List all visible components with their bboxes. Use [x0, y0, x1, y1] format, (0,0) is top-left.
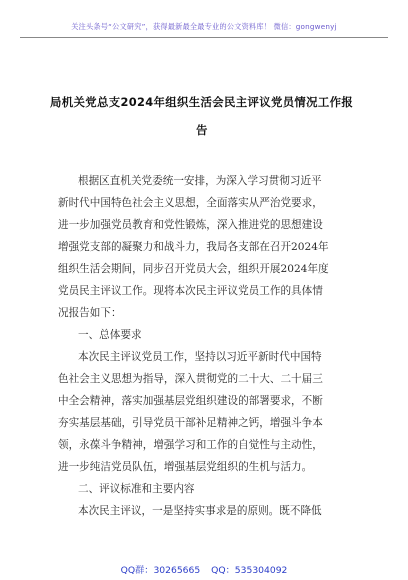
section-heading: 二、评议标准和主要内容	[78, 483, 195, 495]
document-title-line-2: 告	[196, 123, 208, 137]
paragraph-line: 况报告如下：	[58, 307, 122, 319]
header-divider	[20, 37, 388, 38]
paragraph-line: 本次民主评议党员工作，坚持以习近平新时代中国特	[78, 351, 322, 363]
header-banner: 关注头条号“公文研究”，获得最新最全最专业的公文资料库！ 微信：gongwenyj	[71, 22, 337, 31]
paragraph-line: 增强党支部的凝聚力和战斗力，我局各支部在召开2024年	[58, 241, 329, 253]
paragraph-line: 领，永葆斗争精神，增强学习和工作的自觉性与主动性，	[58, 439, 323, 451]
document-title-line-1: 局机关党总支2024年组织生活会民主评议党员情况工作报	[50, 95, 354, 109]
paragraph-line: 本次民主评议，一是坚持实事求是的原则。既不降低	[78, 505, 322, 517]
paragraph-line: 中全会精神，落实加强基层党组织建设的部署要求，不断	[58, 395, 323, 407]
paragraph-line: 进一步加强党员教育和党性锻炼，深入推进党的思想建设	[58, 219, 323, 231]
paragraph-line: 新时代中国特色社会主义思想，全面落实从严治党要求，	[58, 197, 323, 209]
paragraph-line: 夯实基层基础，引导党员干部补足精神之钙，增强斗争本	[58, 417, 323, 429]
section-heading: 一、总体要求	[78, 329, 142, 341]
paragraph-line: 根据区直机关党委统一安排，为深入学习贯彻习近平	[78, 175, 322, 187]
paragraph-line: 色社会主义思想为指导，深入贯彻党的二十大、二十届三	[58, 373, 323, 385]
paragraph-line: 党员民主评议工作。现将本次民主评议党员工作的具体情	[58, 285, 323, 297]
paragraph-line: 进一步纯洁党员队伍，增强基层党组织的生机与活力。	[58, 461, 313, 473]
paragraph-line: 组织生活会期间，同步召开党员大会，组织开展2024年度	[58, 263, 329, 275]
footer-contact: QQ群：30265665 QQ：535304092	[120, 565, 288, 576]
